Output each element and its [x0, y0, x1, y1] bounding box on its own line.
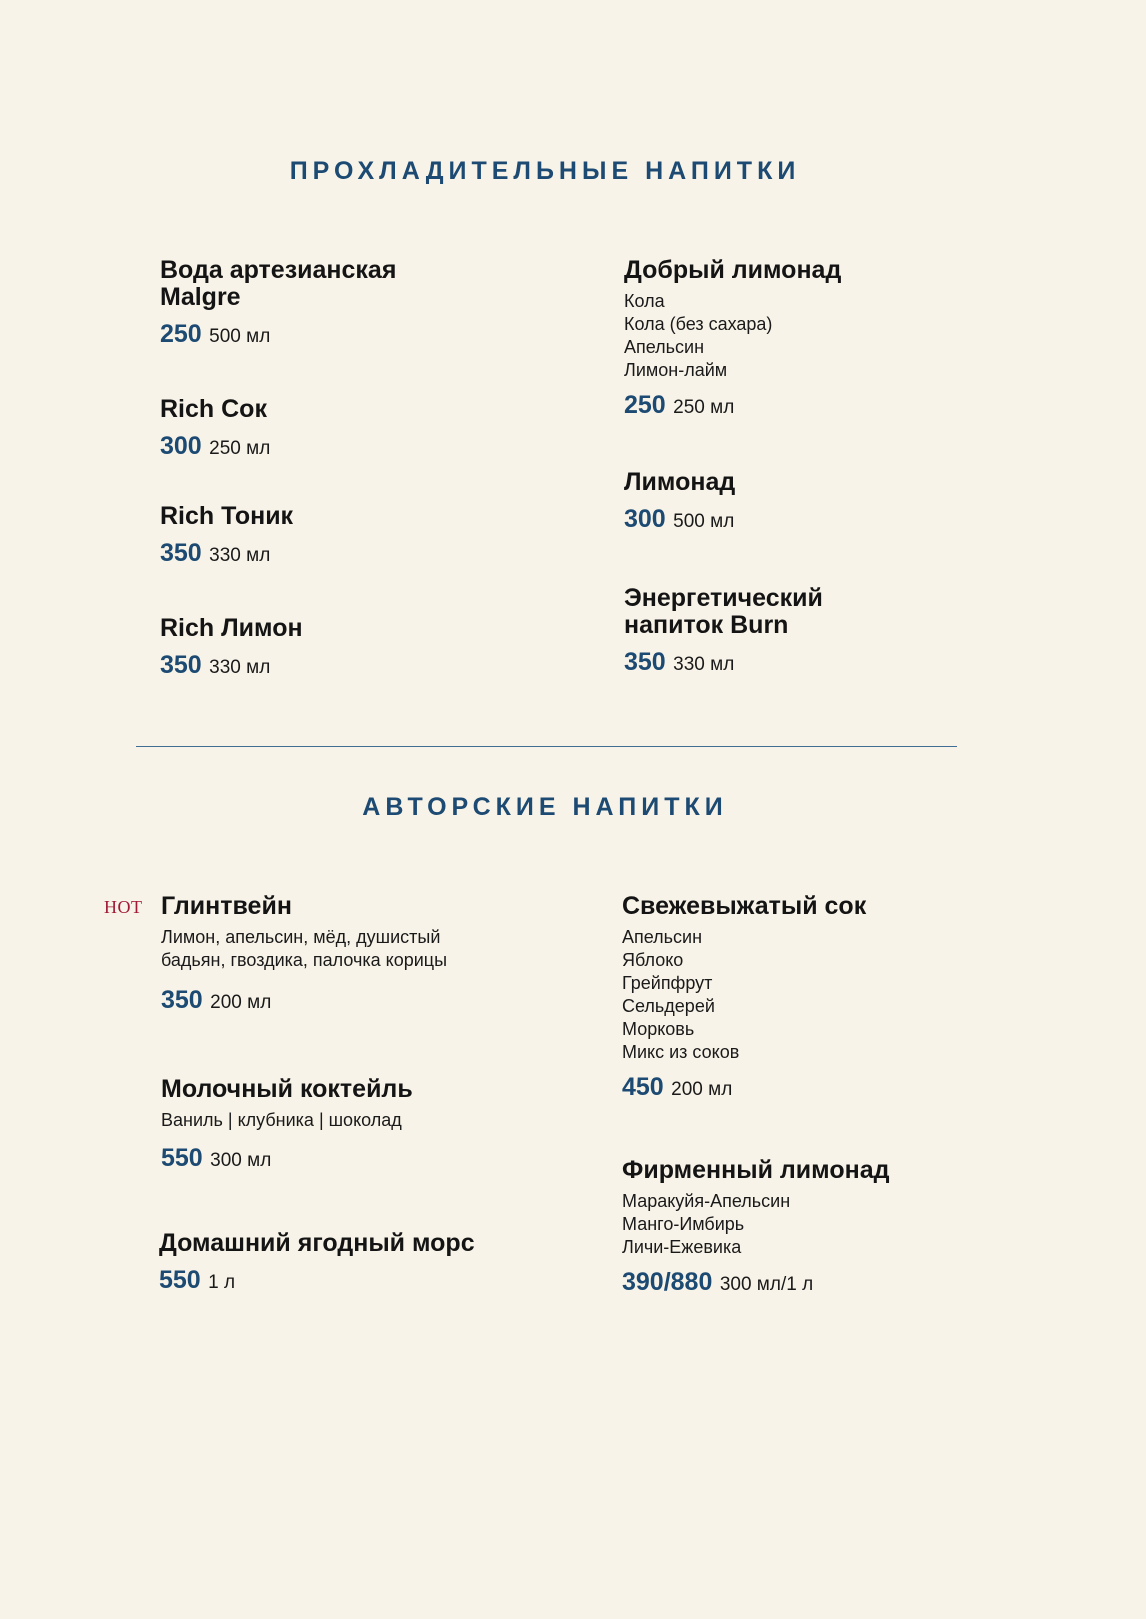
- price-row: [624, 648, 984, 680]
- item-volume: 500 мл: [209, 326, 271, 347]
- item-name: Свежевыжатый сок: [622, 892, 867, 920]
- price-row: [622, 1268, 1022, 1300]
- item-price: 550: [161, 1144, 203, 1172]
- description-line: Манго-Имбирь: [622, 1214, 745, 1234]
- section-divider: [136, 746, 957, 747]
- description-line: Апельсин: [622, 927, 703, 947]
- item-price: 450: [622, 1073, 664, 1101]
- item-name: Rich Лимон: [160, 614, 303, 642]
- description-line: Личи-Ежевика: [622, 1237, 742, 1257]
- item-name: Malgre: [160, 283, 241, 311]
- item-description: [161, 1109, 521, 1132]
- menu-item: [622, 1157, 1022, 1300]
- description-line: Яблоко: [622, 950, 684, 970]
- hot-badge: HOT: [104, 897, 143, 917]
- item-name: напиток Burn: [624, 611, 789, 639]
- description-line: Маракуйя-Апельсин: [622, 1191, 791, 1211]
- description-line: Морковь: [622, 1019, 695, 1039]
- description-line: Ваниль | клубника | шоколад: [161, 1110, 402, 1130]
- description-line: Лимон-лайм: [624, 360, 728, 380]
- item-price: 350: [624, 648, 666, 676]
- item-price: 550: [159, 1266, 201, 1294]
- item-volume: 200 мл: [210, 992, 272, 1013]
- item-name: Rich Тоник: [160, 502, 294, 530]
- price-row: [624, 391, 984, 423]
- item-volume: 330 мл: [209, 545, 271, 566]
- item-price: 250: [624, 391, 666, 419]
- menu-item: [624, 469, 984, 537]
- description-line: Кола (без сахара): [624, 314, 773, 334]
- item-description: [161, 926, 521, 972]
- item-volume: 200 мл: [671, 1079, 733, 1100]
- item-name: Фирменный лимонад: [622, 1156, 890, 1184]
- item-description: [622, 926, 982, 1064]
- price-row: [622, 1073, 982, 1105]
- menu-item: [624, 257, 984, 423]
- menu-item: [160, 396, 520, 464]
- menu-item: [160, 615, 520, 683]
- price-row: [161, 1144, 521, 1176]
- menu-item: [159, 1230, 579, 1298]
- item-volume: 300 мл/1 л: [719, 1274, 814, 1295]
- item-description: [622, 1190, 1022, 1259]
- price-row: [160, 432, 520, 464]
- item-name: Домашний ягодный морс: [159, 1229, 475, 1257]
- item-price: 250: [160, 320, 202, 348]
- price-row: [159, 1266, 579, 1298]
- menu-item: [160, 503, 520, 571]
- item-name: Вода артезианская: [160, 256, 397, 284]
- item-name: Rich Сок: [160, 395, 267, 423]
- item-price: 350: [161, 986, 203, 1014]
- menu-item: [160, 257, 520, 352]
- item-volume: 250 мл: [209, 438, 271, 459]
- description-line: Грейпфрут: [622, 973, 713, 993]
- description-line: Сельдерей: [622, 996, 715, 1016]
- menu-item: [624, 585, 984, 680]
- section-title-signature-drinks: АВТОРСКИЕ НАПИТКИ: [362, 793, 728, 821]
- description-line: бадьян, гвоздика, палочка корицы: [161, 950, 448, 970]
- price-row: [160, 320, 520, 352]
- item-volume: 500 мл: [673, 511, 735, 532]
- price-row: [160, 539, 520, 571]
- item-volume: 300 мл: [210, 1150, 272, 1171]
- description-line: Апельсин: [624, 337, 705, 357]
- description-line: Микс из соков: [622, 1042, 740, 1062]
- item-name: Энергетический: [624, 584, 823, 612]
- price-row: [624, 505, 984, 537]
- description-line: Лимон, апельсин, мёд, душистый: [161, 927, 441, 947]
- menu-item: [161, 893, 521, 1018]
- item-name: Лимонад: [624, 468, 736, 496]
- item-name: Добрый лимонад: [624, 256, 842, 284]
- price-row: [161, 986, 521, 1018]
- item-description: [624, 290, 984, 382]
- item-price: 350: [160, 651, 202, 679]
- item-volume: 1 л: [208, 1272, 236, 1293]
- item-price: 390/880: [622, 1268, 713, 1296]
- item-price: 300: [160, 432, 202, 460]
- price-row: [160, 651, 520, 683]
- description-line: Кола: [624, 291, 665, 311]
- item-name: Молочный коктейль: [161, 1075, 413, 1103]
- item-volume: 250 мл: [673, 397, 735, 418]
- item-price: 350: [160, 539, 202, 567]
- menu-item: [161, 1076, 521, 1176]
- item-price: 300: [624, 505, 666, 533]
- item-volume: 330 мл: [673, 654, 735, 675]
- section-title-soft-drinks: ПРОХЛАДИТЕЛЬНЫЕ НАПИТКИ: [289, 157, 801, 185]
- item-name: Глинтвейн: [161, 892, 292, 920]
- item-volume: 330 мл: [209, 657, 271, 678]
- menu-item: [622, 893, 982, 1105]
